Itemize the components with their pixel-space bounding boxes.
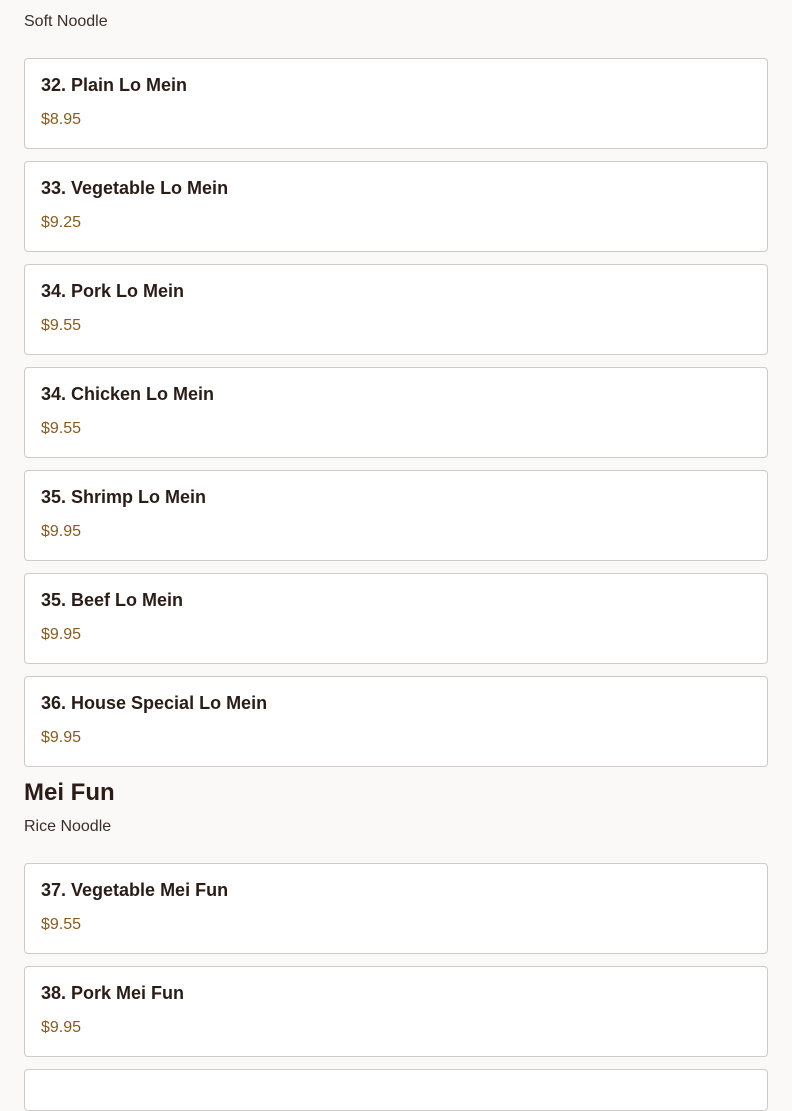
menu-item-chicken-lo-mein[interactable] <box>24 367 768 458</box>
menu-item-name: 34. Chicken Lo Mein <box>41 384 215 404</box>
menu-item-pork-mei-fun[interactable] <box>24 966 768 1057</box>
menu-item-name: 37. Vegetable Mei Fun <box>41 880 229 900</box>
menu-item-beef-lo-mein[interactable] <box>24 573 768 664</box>
menu-item-price: $9.95 <box>41 729 82 746</box>
menu-item-vegetable-lo-mein[interactable] <box>24 161 768 252</box>
menu-item-name: 33. Vegetable Lo Mein <box>41 178 229 198</box>
menu-item-price: $9.55 <box>41 317 82 334</box>
menu-item-price: $9.55 <box>41 916 82 933</box>
menu-item-house-special-lo-mein[interactable] <box>24 676 768 767</box>
menu-item-name: 35. Beef Lo Mein <box>41 590 184 610</box>
menu-item-vegetable-mei-fun[interactable] <box>24 863 768 954</box>
menu-item-price: $9.95 <box>41 626 82 643</box>
menu-item-name: 38. Pork Mei Fun <box>41 983 185 1003</box>
menu-item-price: $9.95 <box>41 1019 82 1036</box>
menu-item-pork-lo-mein[interactable] <box>24 264 768 355</box>
menu-item-name: 35. Shrimp Lo Mein <box>41 487 207 507</box>
section-subtitle-soft-noodle: Soft Noodle <box>24 13 108 30</box>
menu-item-price: $8.95 <box>41 111 82 128</box>
menu-item-plain-lo-mein[interactable] <box>24 58 768 149</box>
menu-item-price: $9.25 <box>41 214 82 231</box>
menu-item-name: 34. Pork Lo Mein <box>41 281 185 301</box>
menu-item-price: $9.95 <box>41 523 82 540</box>
menu-item-partial[interactable] <box>24 1069 768 1111</box>
menu-item-name: 32. Plain Lo Mein <box>41 75 188 95</box>
section-title-mei-fun: Mei Fun <box>24 779 115 806</box>
menu-item-shrimp-lo-mein[interactable] <box>24 470 768 561</box>
menu-item-price: $9.55 <box>41 420 82 437</box>
menu-item-name: 36. House Special Lo Mein <box>41 693 268 713</box>
section-subtitle-rice-noodle: Rice Noodle <box>24 818 112 835</box>
